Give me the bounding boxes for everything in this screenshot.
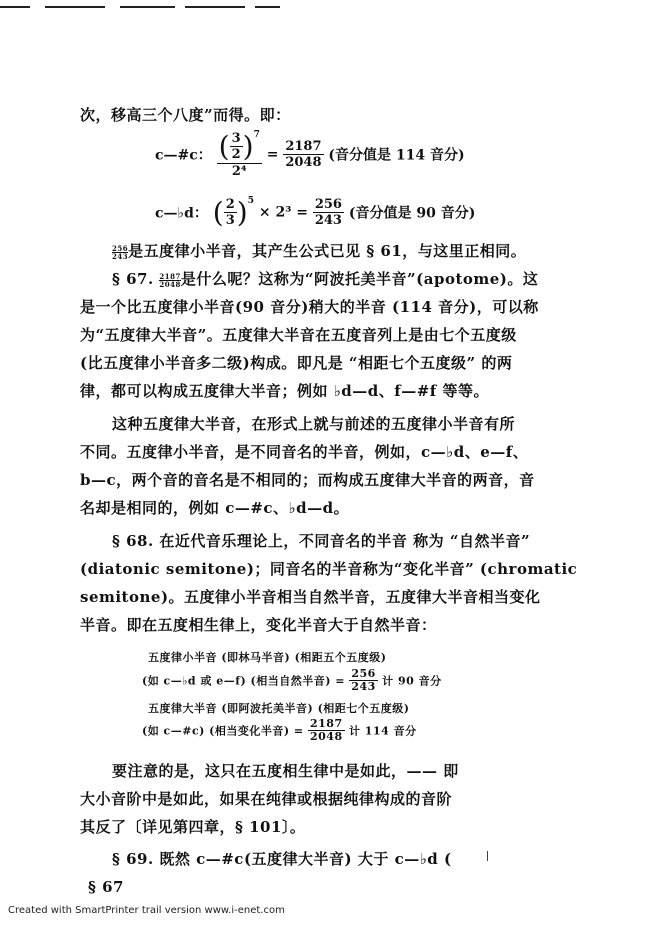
formula-1-eq: = [266,146,279,163]
text-line-3 [112,268,622,290]
text-line-9: 不同。五度律小半音，是不同音名的半音，例如，c—♭d、e—f、 [80,443,529,461]
small-frac-2-den: 2048 [309,730,343,743]
formula-2-note: (音分值是 90 音分) [348,205,476,222]
formula-2-mult: × 2³ = [258,204,308,221]
text-line-2-body: 是五度律小半音，其产生公式已见 § 61，与这里正相同。 [128,242,527,260]
text-line-17: 大小音阶中是如此，如果在纯律或根据纯律构成的音阶 [80,790,453,808]
formula-2-result-den: 243 [314,213,342,228]
formula-1-bottom: 2⁴ [231,164,247,179]
watermark-footer: Created with SmartPrinter trail version www.i-enet.com [8,905,285,916]
text-line-13: (diatonic semitone)；同音名的半音称为“变化半音” (chromatic [80,560,578,578]
inline-frac-den: 243 [112,251,129,261]
text-line-1: 次，移高三个八度”而得。即： [80,106,291,124]
small-frac-1-den: 243 [351,680,376,693]
formula-2-num: 2 [225,197,235,212]
formula-2-result-num: 256 [314,197,342,212]
text-line-16: 要注意的是，这只在五度相生律中是如此，—— 即 [112,762,459,780]
text-line-19: § 69. 既然 c—#c(五度律大半音) 大于 c—♭d ( [112,850,452,868]
text-line-5: 为“五度律大半音”。五度律大半音在五度音列上是由七个五度级 [80,326,517,344]
top-rule-3 [120,6,175,8]
text-line-6: (比五度律小半音多二级)构成。即凡是 “相距七个五度级” 的两 [80,354,513,372]
inline-frac-num-2: 2187 [159,271,181,281]
formula-2-den: 3 [225,213,235,228]
small-line-1: 五度律小半音 (即林马半音) (相距五个五度级) [148,651,387,664]
small-line-4 [142,718,417,743]
text-line-4: 是一个比五度律小半音(90 音分)稍大的半音 (114 音分)，可以称 [80,298,539,316]
top-rule-5 [255,6,280,8]
top-rule-1 [0,6,30,8]
formula-1-den: 2 [231,147,241,162]
text-line-3-body: 是什么呢？这称为“阿波托美半音”(apotome)。这 [180,270,539,288]
formula-2: c—♭d： ( $\frac{2}{3}$ )$^5$ × 2³ = $\frac{256}{243}$ (音分值是 90 音分) [155,196,476,229]
top-rule-4 [185,6,245,8]
text-line-15: 半音。即在五度相生律上，变化半音大于自然半音： [80,616,437,634]
small-frac-1-num: 256 [351,667,376,680]
text-line-7: 律，都可以构成五度律大半音；例如 ♭d—d、f—#f 等等。 [80,382,489,400]
text-line-14: semitone)。五度律小半音相当自然半音，五度律大半音相当变化 [80,588,541,606]
small-frac-2-num: 2187 [309,717,343,730]
formula-1-exp: 7 [253,130,260,140]
top-rule-2 [45,6,105,8]
inline-frac-den-2: 2048 [159,279,181,289]
small-line-2-text: (如 c—♭d 或 e—f) (相当自然半音) = [142,674,345,688]
text-line-2 [112,240,622,262]
margin-mark [487,851,488,861]
small-line-3: 五度律大半音 (即阿波托美半音) (相距七个五度级) [148,702,410,715]
small-line-4-text: (如 c—#c) (相当变化半音) = [142,724,304,738]
formula-1-left: c—#c： [155,147,212,164]
text-line-11: 名却是相同的，例如 c—#c、♭d—d。 [80,499,350,517]
inline-frac-num: 256 [112,243,129,253]
small-line-2 [142,668,442,693]
text-line-12: § 68. 在近代音乐理论上，不同音名的半音 称为 “自然半音” [112,532,531,550]
small-line-2-tail: 计 90 音分 [382,674,442,688]
formula-2-left: c—♭d： [155,205,208,222]
formula-1-note: (音分值是 114 音分) [328,147,465,164]
text-line-18: 其反了〔详见第四章，§ 101〕。 [80,818,306,836]
formula-2-exp: 5 [247,196,254,206]
section-67-label: § 67. [112,270,154,288]
formula-1-result-den: 2048 [285,155,322,170]
text-line-8: 这种五度律大半音，在形式上就与前述的五度律小半音有所 [112,415,516,433]
text-line-20: § 67 [88,878,124,896]
formula-1-num: 3 [231,131,241,146]
formula-1: c—#c： ( $\frac{3}{2}$ )$^7$ 2⁴ = $\frac{2187}{2048}$ (音分值是 114 音分) [155,130,465,179]
text-line-10: b—c，两个音的音名是不相同的；而构成五度律大半音的两音，音 [80,471,535,489]
formula-1-result-num: 2187 [285,139,322,154]
small-line-4-tail: 计 114 音分 [348,724,417,738]
